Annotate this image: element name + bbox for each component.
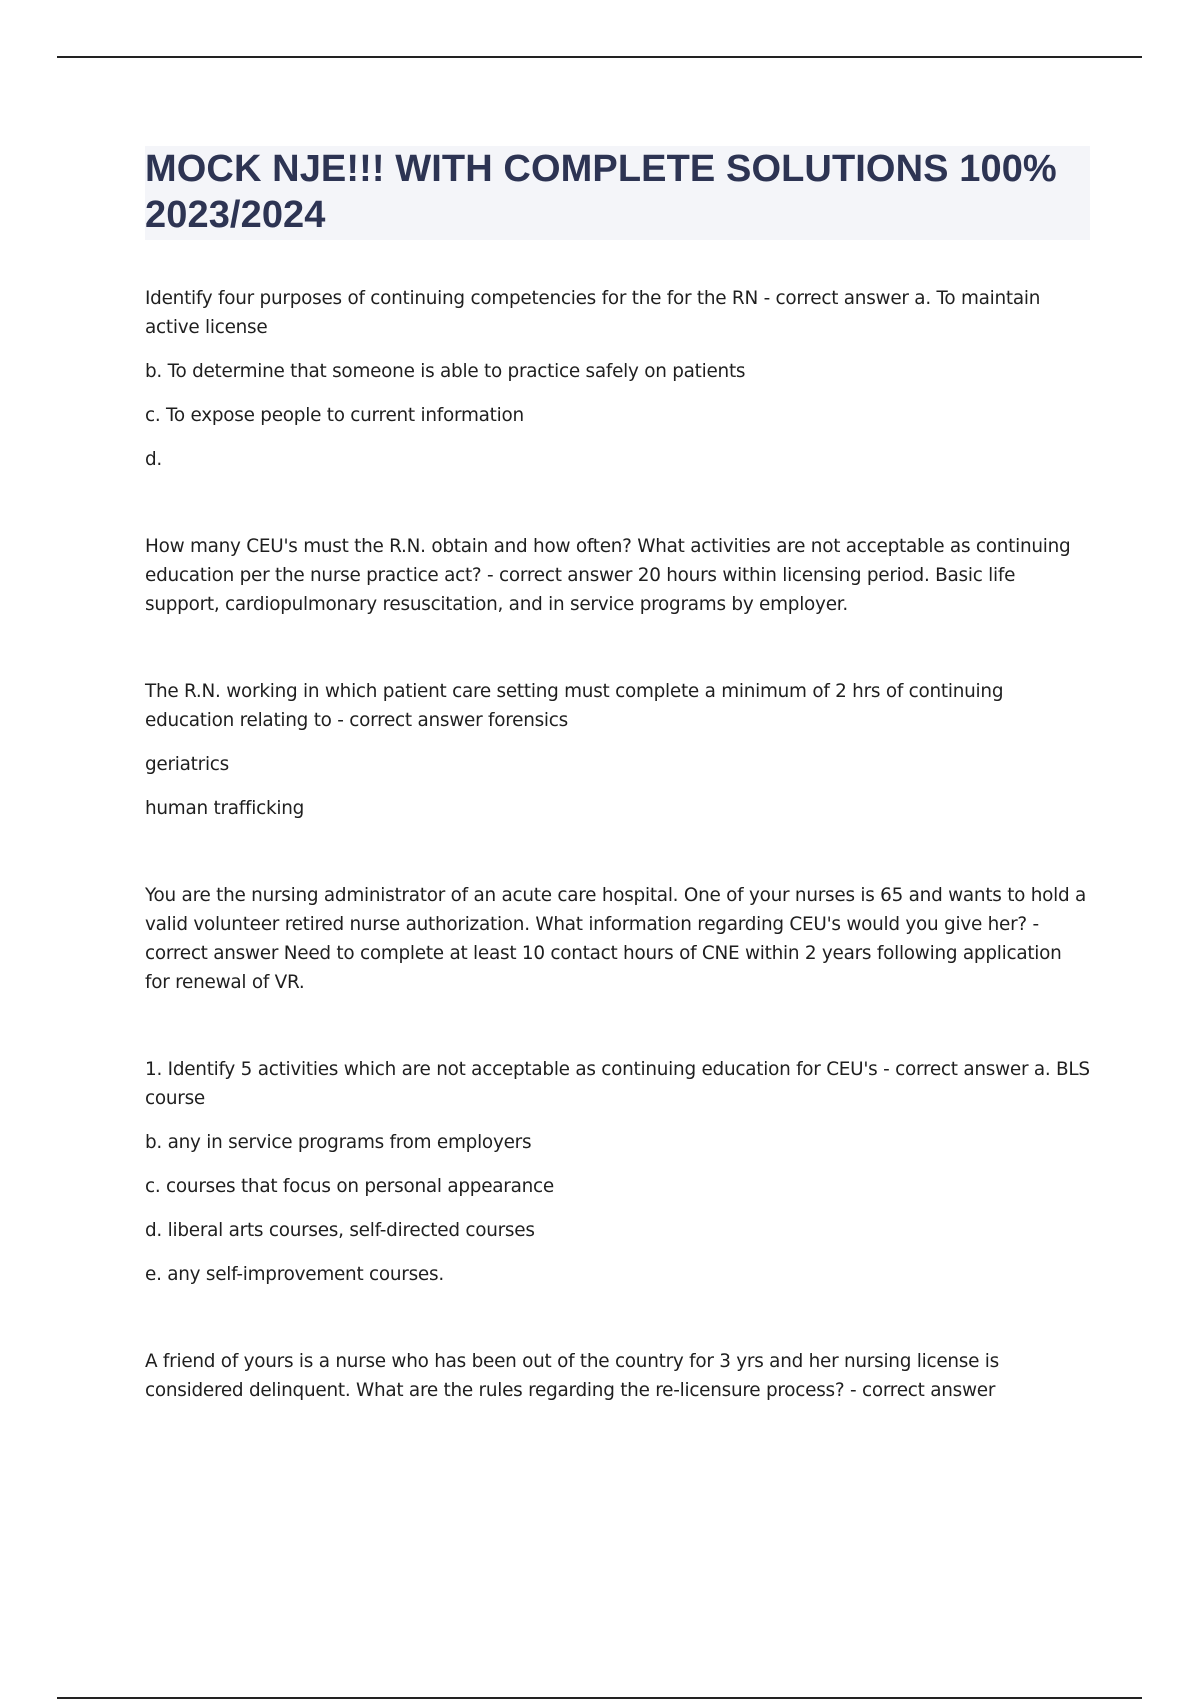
answer-line: b. To determine that someone is able to practice safely on patients bbox=[145, 361, 746, 382]
question-6-text: A friend of yours is a nurse who has been out of the country for 3 yrs and her nursing license is considered delinquent. What are the rules regarding the re-licensure process? - correct answer bbox=[145, 1351, 999, 1401]
qa-block-6 bbox=[145, 1347, 1090, 1405]
question-1-text: Identify four purposes of continuing competencies for the for the RN - correct answer a. To maintain active license bbox=[145, 288, 1041, 338]
answer-line: c. courses that focus on personal appearance bbox=[145, 1176, 554, 1197]
qa-block-2 bbox=[145, 532, 1090, 619]
top-horizontal-rule bbox=[57, 56, 1142, 58]
question-2-text: How many CEU's must the R.N. obtain and how often? What activities are not acceptable as continuing education per the nurse practice act? - correct answer 20 hours within licensing period. Basic life support, cardiopulmonary resuscitation, and in service programs by employer. bbox=[145, 536, 1071, 615]
answer-line: b. any in service programs from employers bbox=[145, 1132, 532, 1153]
answer-line: geriatrics bbox=[145, 754, 230, 775]
answer-line: e. any self-improvement courses. bbox=[145, 1264, 444, 1285]
title-banner bbox=[145, 146, 1090, 240]
qa-block-1 bbox=[145, 284, 1090, 474]
document-content bbox=[145, 146, 1090, 1420]
question-4-text: You are the nursing administrator of an acute care hospital. One of your nurses is 65 and wants to hold a valid volunteer retired nurse authorization. What information regarding CEU's would you give her? - correct answer Need to complete at least 10 contact hours of CNE within 2 years following application for renewal of VR. bbox=[145, 885, 1087, 993]
question-3-text: The R.N. working in which patient care setting must complete a minimum of 2 hrs of continuing education relating to - correct answer forensics bbox=[145, 681, 1004, 731]
answer-line: human trafficking bbox=[145, 798, 305, 819]
qa-block-5 bbox=[145, 1055, 1090, 1289]
question-5-text: 1. Identify 5 activities which are not acceptable as continuing education for CEU's - correct answer a. BLS course bbox=[145, 1059, 1090, 1109]
answer-line: d. liberal arts courses, self-directed courses bbox=[145, 1220, 535, 1241]
answer-line: d. bbox=[145, 449, 163, 470]
qa-block-4 bbox=[145, 881, 1090, 997]
document-title: MOCK NJE!!! WITH COMPLETE SOLUTIONS 100% 2023/2024 bbox=[145, 148, 1057, 236]
answer-line: c. To expose people to current information bbox=[145, 405, 524, 426]
qa-block-3 bbox=[145, 677, 1090, 823]
bottom-horizontal-rule bbox=[57, 1697, 1142, 1699]
